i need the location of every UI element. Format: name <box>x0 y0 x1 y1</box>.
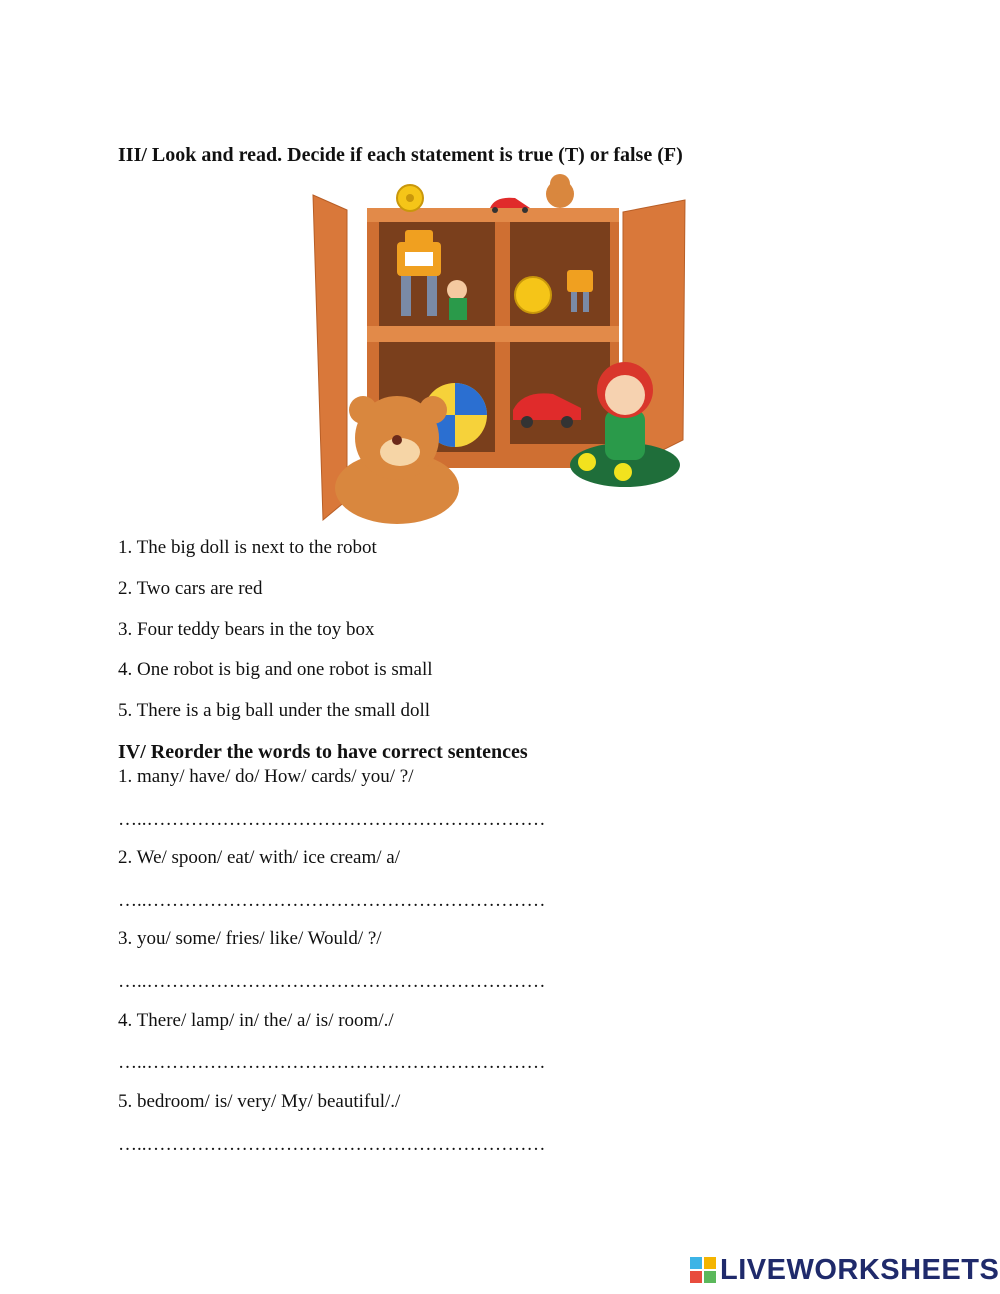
toy-cabinet-illustration <box>305 170 695 530</box>
statement-1: 1. The big doll is next to the robot <box>118 537 377 558</box>
liveworksheets-logo <box>690 1252 999 1288</box>
statement-2: 2. Two cars are red <box>118 578 263 599</box>
statement-4: 4. One robot is big and one robot is small <box>118 659 433 680</box>
answer-line-5[interactable]: …..……………………………………………………… <box>118 1134 546 1155</box>
answer-line-1[interactable]: …..……………………………………………………… <box>118 809 546 830</box>
robot-small-icon <box>567 270 593 292</box>
section-3-heading: III/ Look and read. Decide if each statement is true (T) or false (F) <box>118 144 683 166</box>
liveworksheets-logo-icon <box>690 1257 716 1283</box>
yoyo-large-icon <box>515 277 551 313</box>
brand-name: LIVEWORKSHEETS <box>720 1253 1000 1286</box>
answer-line-2[interactable]: …..……………………………………………………… <box>118 890 546 911</box>
cabinet-left-door <box>313 195 347 520</box>
reorder-item-1: 1. many/ have/ do/ How/ cards/ you/ ?/ <box>118 766 414 787</box>
statement-3: 3. Four teddy bears in the toy box <box>118 619 375 640</box>
answer-line-3[interactable]: …..……………………………………………………… <box>118 971 546 992</box>
answer-line-4[interactable]: …..……………………………………………………… <box>118 1052 546 1073</box>
reorder-item-3: 3. you/ some/ fries/ like/ Would/ ?/ <box>118 928 382 949</box>
reorder-item-2: 2. We/ spoon/ eat/ with/ ice cream/ a/ <box>118 847 400 868</box>
section-4-heading: IV/ Reorder the words to have correct sentences <box>118 741 528 763</box>
reorder-item-4: 4. There/ lamp/ in/ the/ a/ is/ room/./ <box>118 1010 394 1031</box>
statement-5: 5. There is a big ball under the small doll <box>118 700 431 721</box>
small-doll-icon <box>447 280 467 300</box>
car-icon <box>490 198 530 208</box>
reorder-item-5: 5. bedroom/ is/ very/ My/ beautiful/./ <box>118 1091 401 1112</box>
